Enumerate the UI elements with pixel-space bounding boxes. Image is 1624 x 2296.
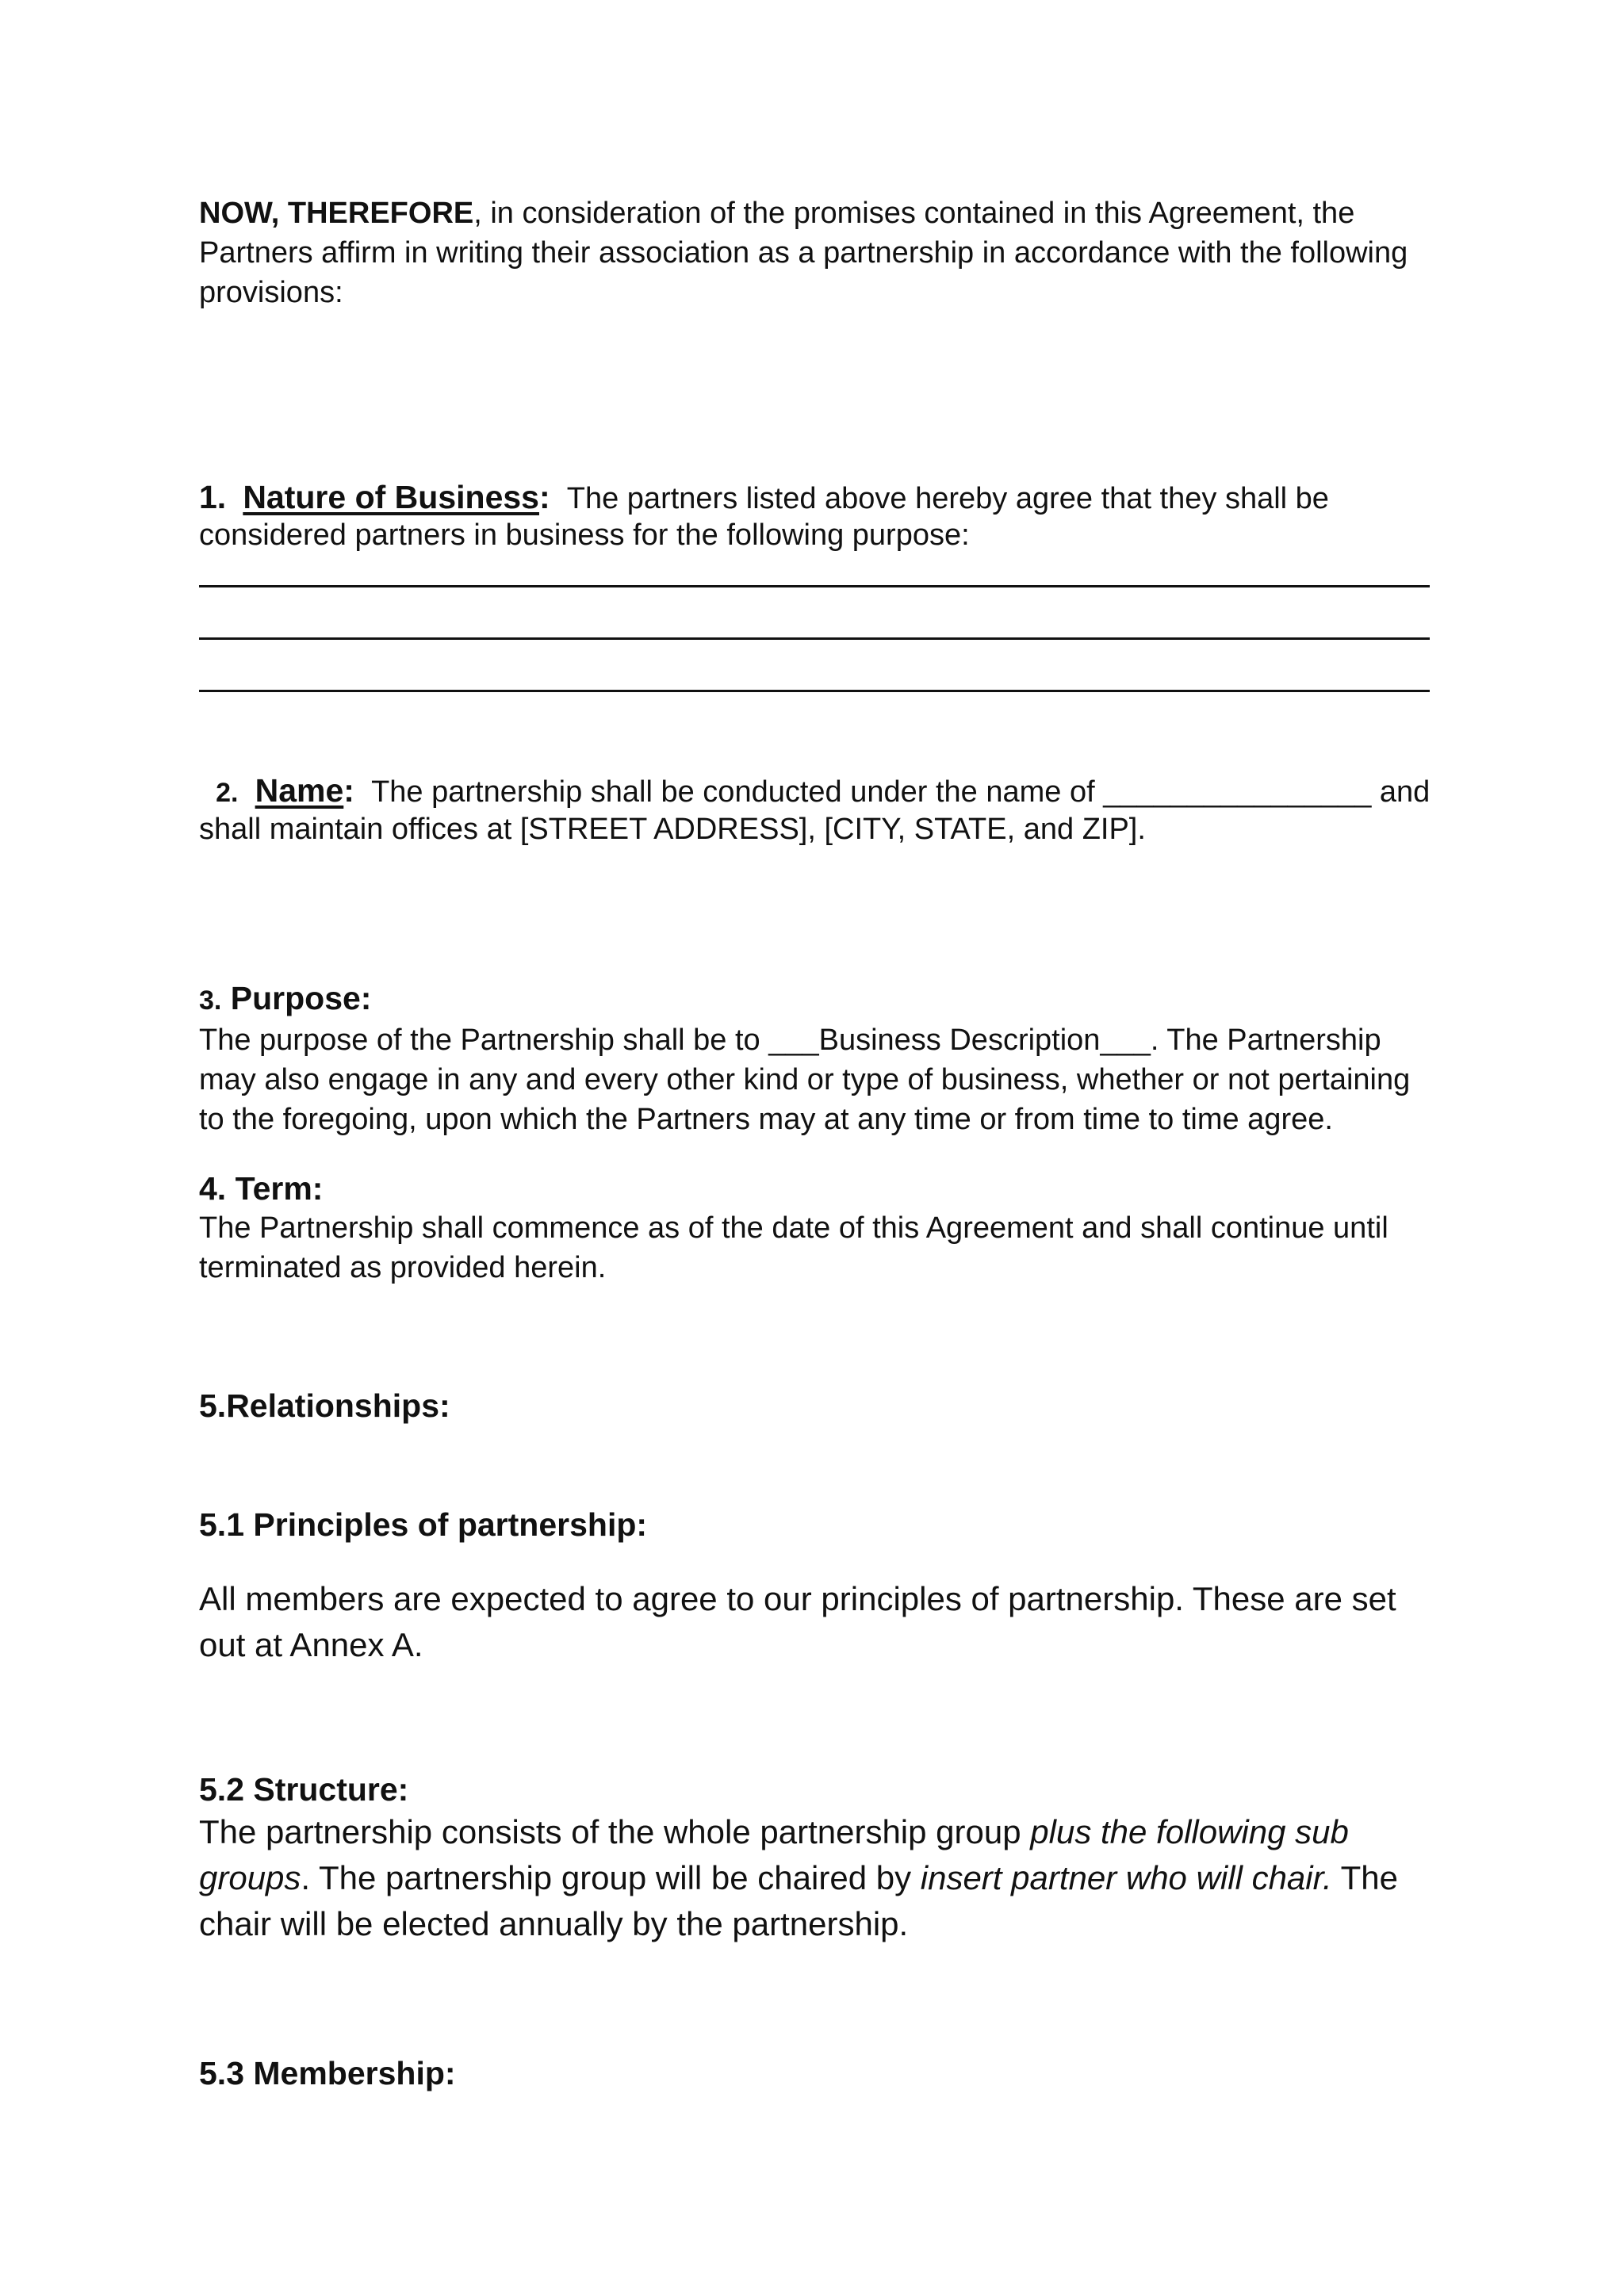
section-3-title: Purpose: [230,980,372,1016]
section-5-1 [199,1505,1436,1544]
section-1 [199,479,1436,553]
section-3-heading [199,978,1436,1020]
intro-lead: NOW, THEREFORE [199,197,474,230]
section-5-2 [199,1770,1436,1947]
section-4 [199,1169,1436,1288]
section-3-number: 3. [199,985,222,1016]
section-5-2-text-d: insert partner who will chair. [920,1859,1332,1896]
intro-body: , in consideration of the promises contained in this Agreement, the Partners affirm in writing their association as a partnership in accordance with the following provisions: [199,197,1408,309]
section-3-text: The purpose of the Partnership shall be to ___Business Description___. The Partnership may also engage in any and every other kind or type of business, whether or not pertaining to the foregoing, upon which the Partners may at any time or from time to time agree. [199,1024,1411,1136]
section-5-1-title: 5.1 Principles of partnership: [199,1506,648,1543]
section-1-text: The partners listed above hereby agree that they shall be considered partners in business for the following purpose: [199,482,1329,552]
section-2 [199,772,1444,848]
section-5-3-title: 5.3 Membership: [199,2055,456,2091]
blank-line-2 [199,637,1430,640]
section-5-title: 5.Relationships: [199,1387,450,1424]
section-1-colon: : [538,479,550,515]
section-2-line-2: shall maintain offices at [STREET ADDRESS], [CITY, STATE, and ZIP]. [199,813,1146,846]
section-5-2-text [199,1809,1436,1947]
section-4-title: 4. Term: [199,1170,324,1207]
section-1-title: Nature of Business [243,479,539,515]
section-5-3 [199,2053,1436,2093]
section-5-2-text-a: The partnership consists of the whole partnership group [199,1813,1031,1850]
section-2-colon: : [343,772,354,809]
section-5-1-body [199,1576,1436,1668]
blank-line-3 [199,690,1430,692]
intro-text [199,193,1436,312]
section-1-paragraph [199,479,1436,553]
intro-paragraph [199,193,1436,312]
section-2-text-1: The partnership shall be conducted under the name of ________________ and [371,775,1431,809]
section-2-line-1 [199,772,1444,811]
blank-line-1 [199,585,1430,587]
section-5-2-text-e: The chair will be elected annually by the partnership. [199,1859,1399,1942]
section-5-2-title: 5.2 Structure: [199,1771,409,1808]
section-4-text: The Partnership shall commence as of the date of this Agreement and shall continue until terminated as provided herein. [199,1211,1388,1284]
section-5-2-text-c: . The partnership group will be chaired by [301,1859,921,1896]
section-3 [199,978,1436,1139]
section-1-number: 1. [199,479,227,515]
section-2-title: Name [255,772,344,809]
section-5-1-text: All members are expected to agree to our principles of partnership. These are set out at Annex A. [199,1580,1396,1663]
section-5 [199,1386,1436,1425]
section-2-number: 2. [216,778,239,808]
section-5-2-text-b: plus the following sub groups [199,1813,1349,1896]
